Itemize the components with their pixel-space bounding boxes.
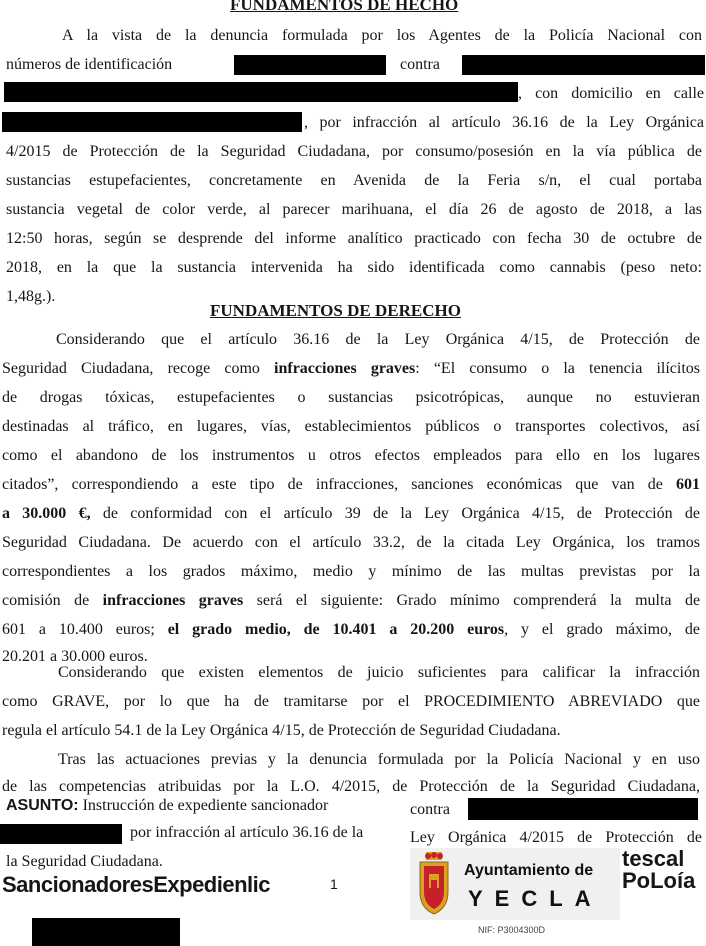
derecho-text: 601 a 10.400 euros; xyxy=(2,621,155,638)
derecho-line: destinadas al tráfico, en lugares, vías, establecimientos públicos o transportes colectivos, así xyxy=(2,418,700,435)
logo-text-yecla: YECLA xyxy=(468,886,603,911)
coat-of-arms-icon xyxy=(416,852,452,916)
footer-sancionadores-text: SancionadoresExpedienlic xyxy=(2,872,270,897)
derecho-line: de drogas tóxicas, estupefacientes o sustancias psicotrópicas, aunque no estuvieran xyxy=(2,389,700,406)
nif-text: NIF: P3004300D xyxy=(478,925,546,935)
hecho-text: , con domicilio en calle xyxy=(518,85,704,102)
ayuntamiento-logo xyxy=(410,848,620,920)
redacted-asunto-name-cont xyxy=(0,824,122,844)
derecho-bold-text: 601 xyxy=(676,476,701,493)
redacted-ids xyxy=(234,55,386,75)
asunto-text: Ley Orgánica 4/2015 de Protección de xyxy=(410,829,702,846)
asunto-text: Instrucción de expediente sancionador xyxy=(82,797,329,814)
derecho-line xyxy=(2,616,700,644)
redacted-name-cont xyxy=(4,82,518,102)
hecho-line: sustancias estupefacientes, concretamente en Avenida de la Feria s/n, el cual portaba xyxy=(6,172,702,189)
hecho-line: sustancia vegetal de color verde, al parecer marihuana, el día 26 de agosto de 2018, a las xyxy=(6,201,702,218)
logo-text-ayuntamiento: Ayuntamiento de xyxy=(464,862,594,879)
derecho-text: : “El consumo o la tenencia ilícitos xyxy=(415,360,701,377)
derecho-bold-text: a 30.000 €, xyxy=(2,505,91,522)
hecho-text: números de identificación xyxy=(6,56,173,73)
asunto-line xyxy=(6,792,406,820)
hecho-line: 12:50 horas, según se desprende del informe analítico practicado con fecha 30 de octubre de xyxy=(6,230,702,247)
derecho-line xyxy=(2,355,700,383)
asunto-text: por infracción al artículo 36.16 de la xyxy=(130,824,364,841)
derecho-line: de las competencias atribuidas por la L.O. 4/2015, de Protección de la Seguridad Ciudadana, xyxy=(2,778,700,795)
derecho-text: citados”, correspondiendo a este tipo de infracciones, sanciones económicas que van de xyxy=(2,476,663,493)
derecho-text: , y el grado máximo, de xyxy=(504,621,701,638)
derecho-line: Seguridad Ciudadana. De acuerdo con el artículo 33.2, de la citada Ley Orgánica, los tramos xyxy=(2,534,700,551)
derecho-line: Considerando que existen elementos de juicio suficientes para calificar la infracción xyxy=(58,664,700,681)
derecho-line: 20.201 a 30.000 euros. xyxy=(2,648,148,665)
redacted-asunto-name xyxy=(468,798,698,820)
derecho-text: Seguridad Ciudadana, recoge como xyxy=(2,360,260,377)
derecho-text: será el siguiente: Grado mínimo comprenderá la multa de xyxy=(256,592,701,609)
derecho-line xyxy=(2,500,700,528)
derecho-line: Tras las actuaciones previas y la denuncia formulada por la Policía Nacional y en uso xyxy=(58,751,700,768)
hecho-text: , por infracción al artículo 36.16 de la Ley Orgánica xyxy=(304,114,704,131)
hecho-line: 1,48g.). xyxy=(6,288,56,305)
derecho-line: como GRAVE, por lo que ha de tramitarse por el PROCEDIMIENTO ABREVIADO que xyxy=(2,693,700,710)
derecho-bold-text: infracciones graves xyxy=(274,360,416,377)
derecho-bold-text: infracciones graves xyxy=(102,592,244,609)
asunto-text: la Seguridad Ciudadana. xyxy=(6,853,163,870)
footer-tescal-text: tescal xyxy=(622,846,685,871)
redacted-address xyxy=(2,112,302,132)
derecho-line xyxy=(2,587,700,615)
section-heading-derecho: FUNDAMENTOS DE DERECHO xyxy=(210,301,461,320)
hecho-line: 2018, en la que la sustancia intervenida ha sido identificada como cannabis (peso neto: xyxy=(6,259,702,276)
derecho-line: correspondientes a los grados máximo, medio y mínimo de las multas previstas por la xyxy=(2,563,700,580)
derecho-line xyxy=(2,471,700,499)
page-mark: 1 xyxy=(330,876,338,892)
section-heading-hecho: FUNDAMENTOS DE HECHO xyxy=(230,0,459,14)
derecho-text: de conformidad con el artículo 39 de la Ley Orgánica 4/15, de Protección de xyxy=(102,505,701,522)
asunto-label: ASUNTO: xyxy=(6,797,79,814)
derecho-line: regula el artículo 54.1 de la Ley Orgánica 4/15, de Protección de Seguridad Ciudadana. xyxy=(2,722,561,739)
asunto-text: contra xyxy=(410,801,450,818)
hecho-line: A la vista de la denuncia formulada por los Agentes de la Policía Nacional con xyxy=(62,27,702,44)
redacted-name xyxy=(462,55,705,75)
hecho-line: 4/2015 de Protección de la Seguridad Ciudadana, por consumo/posesión en la vía pública de xyxy=(6,143,702,160)
derecho-bold-text: el grado medio, de 10.401 a 20.200 euros xyxy=(167,621,505,638)
derecho-line: como el abandono de los instrumentos u otros efectos empleados para ello en los lugares xyxy=(2,447,700,464)
derecho-line: Considerando que el artículo 36.16 de la Ley Orgánica 4/15, de Protección de xyxy=(56,331,700,348)
derecho-text: comisión de xyxy=(2,592,90,609)
hecho-text: contra xyxy=(400,56,440,73)
redacted-signature xyxy=(32,918,180,946)
footer-policia-text: PoLoía xyxy=(622,868,696,893)
